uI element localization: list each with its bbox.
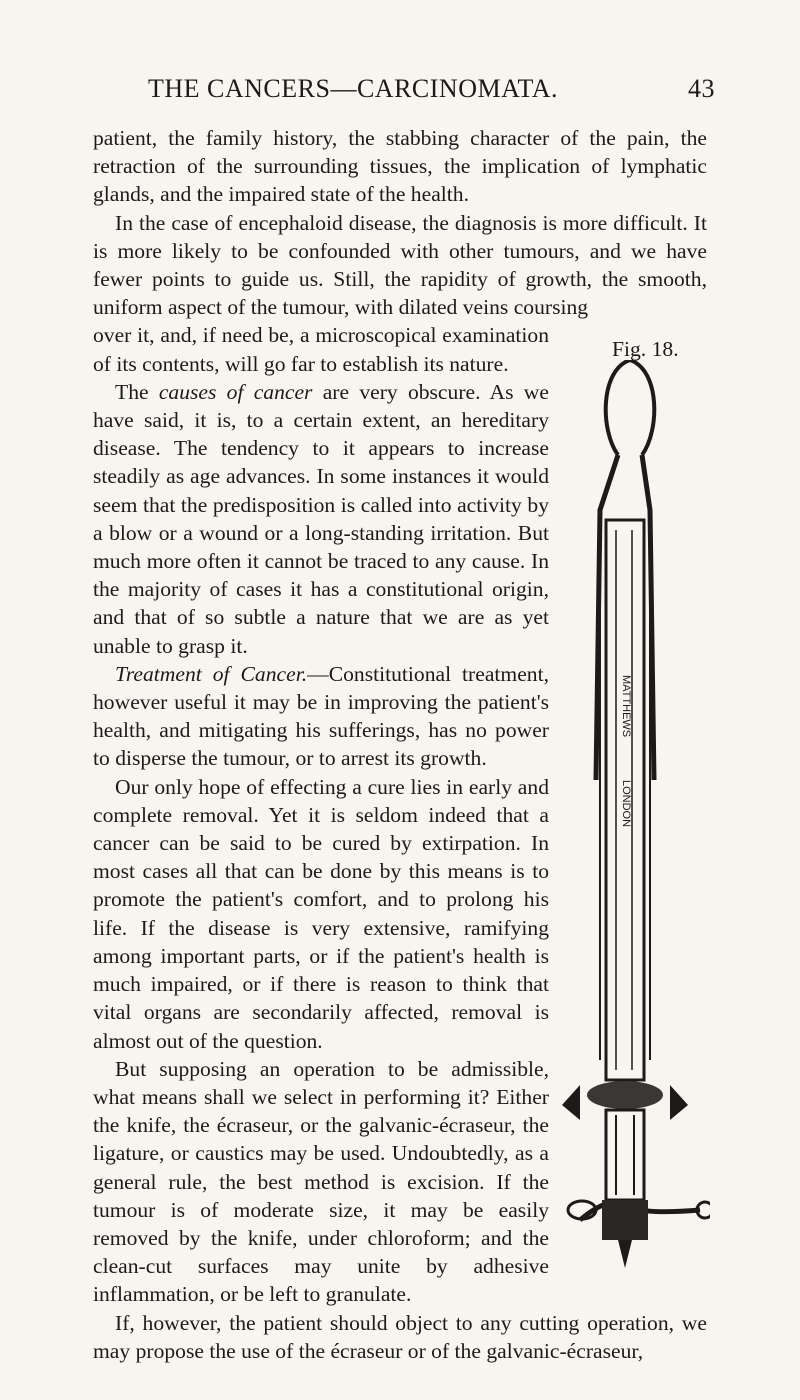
paragraph-1: patient, the family history, the stabbing character of the pain, the retraction of the surrounding tissues, the implication of lymphatic glands, and the impaired state of the health.	[93, 126, 707, 207]
page-number: 43	[688, 74, 715, 103]
p3-italic: causes of cancer	[158, 379, 313, 404]
p4-text: —Constitutional treatment, however useful it may be in improving the patient's health, and mitigating his sufferings, has no power to disperse the tumour, or to arrest its growth.	[93, 661, 549, 771]
paragraph-7: If, however, the patient should object to any cutting operation, we may propose the use of the écraseur or of the galvanic-écraseur,	[93, 1310, 707, 1363]
paragraph-2b: over it, and, if need be, a microscopical examination of its contents, will go far to establish its nature.	[93, 323, 549, 376]
ecraseur-illustration	[560, 360, 710, 1290]
maker-label: MATTHEWS	[620, 675, 632, 738]
paragraph-5: Our only hope of effecting a cure lies in early and complete removal. Yet it is seldom indeed that a cancer can be said to be cured by extirpation. In most cases all that can be done by this means is to promote the patient's comfort, and to prolong his life. If the disease is very extensive, ramifying among important parts, or if the patient's health is much impaired, or if there is reason to think that vital organs are secondarily affected, removal is almost out of the question.	[93, 774, 549, 1053]
p3-lead: The	[115, 379, 159, 404]
paragraph-3	[93, 378, 549, 660]
paragraph-4	[93, 660, 549, 773]
p4-italic: Treatment of Cancer.	[115, 661, 308, 686]
figure-caption: Fig. 18.	[612, 337, 679, 361]
p3-text: are very obscure. As we have said, it is, to a certain extent, an hereditary disease. The tendency to it appears to increase steadily as age advances. In some instances it would seem that the predisposition is called into activity by a blow or a wound or a long-standing irritation. But much more often it cannot be traced to any cause. In the majority of cases it has a constitutional origin, and that of so subtle a nature that we are as yet unable to grasp it.	[93, 379, 549, 658]
running-title: THE CANCERS—CARCINOMATA.	[148, 74, 559, 103]
maker-city-label: LONDON	[620, 780, 632, 828]
paragraph-6: But supposing an operation to be admissible, what means shall we select in performing it? Either the knife, the écraseur, or the galvanic-écraseur, the ligature, or caustics may be used. Undoubtedly, as a general rule, the best method is excision. If the tumour is of moderate size, it may be easily removed by the knife, under chloroform; and the clean-cut surfaces may unite by adhesive inflammation, or be left to granulate.	[93, 1056, 549, 1307]
paragraph-2a: In the case of encephaloid disease, the diagnosis is more difficult. It is more likely to be confounded with other tumours, and we have fewer points to guide us. Still, the rapidity of growth, the smooth, uniform aspect of the tumour, with dilated veins coursing	[93, 210, 707, 320]
